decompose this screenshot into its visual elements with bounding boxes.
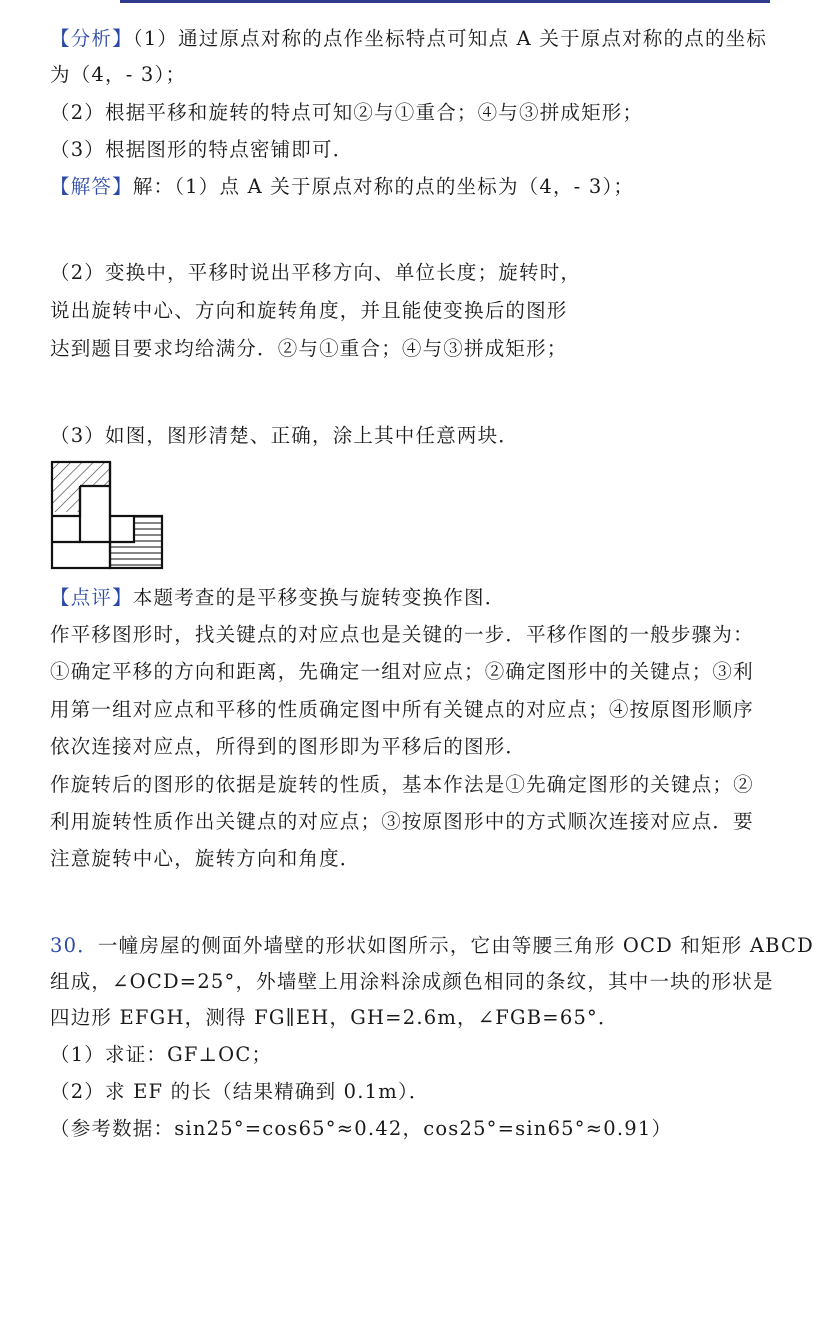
problem30-line-2: 组成，∠OCD=25°，外墙壁上用涂料涂成颜色相同的条纹，其中一块的形状是 [50,970,774,993]
problem30-question-1: （1）求证：GF⊥OC； [50,1043,273,1066]
solution-part2-line-1: （2）变换中，平移时说出平移方向、单位长度；旋转时， [50,261,582,284]
problem30-line-1: 30．一幢房屋的侧面外墙壁的形状如图所示，它由等腰三角形 OCD 和矩形 ABCD [50,934,814,957]
tiling-figure [50,460,166,572]
analysis-line-4: （3）根据图形的特点密铺即可． [50,138,354,161]
comment-line-1: 【点评】本题考查的是平移变换与旋转变换作图． [50,586,506,609]
comment-line-7: 利用旋转性质作出关键点的对应点；③按原图形中的方式顺次连接对应点．要 [50,810,754,833]
top-rule [120,0,770,3]
comment-line-4: 用第一组对应点和平移的性质确定图中所有关键点的对应点；④按原图形顺序 [50,698,754,721]
analysis-line-3: （2）根据平移和旋转的特点可知②与①重合；④与③拼成矩形； [50,101,644,124]
analysis-line-1: 【分析】（1）通过原点对称的点作坐标特点可知点 A 关于原点对称的点的坐标 [50,27,768,50]
comment-line-5: 依次连接对应点，所得到的图形即为平移后的图形． [50,735,527,758]
solution-tag: 【解答】 [50,175,133,198]
problem-number: 30． [50,934,98,957]
problem30-line-3: 四边形 EFGH，测得 FG∥EH，GH=2.6m，∠FGB=65°． [50,1006,619,1029]
comment-line-2: 作平移图形时，找关键点的对应点也是关键的一步．平移作图的一般步骤为： [50,623,754,646]
comment-line-6: 作旋转后的图形的依据是旋转的性质，基本作法是①先确定图形的关键点；② [50,773,754,796]
comment-tag: 【点评】 [50,586,133,609]
problem30-reference-data: （参考数据：sin25°=cos65°≈0.42，cos25°=sin65°≈0.91） [50,1117,673,1140]
hatched-piece-horizontal [110,542,162,568]
comment-line-8: 注意旋转中心，旋转方向和角度． [50,847,361,870]
solution-part2-line-3: 达到题目要求均给满分．②与①重合；④与③拼成矩形； [50,337,568,360]
solution-line-1: 【解答】解：（1）点 A 关于原点对称的点的坐标为（4，- 3）； [50,175,635,198]
problem30-question-2: （2）求 EF 的长（结果精确到 0.1m）． [50,1080,430,1103]
analysis-line-2: 为（4，- 3）； [50,63,187,86]
analysis-tag: 【分析】 [50,27,133,50]
comment-line-3: ①确定平移的方向和距离，先确定一组对应点；②确定图形中的关键点；③利 [50,660,754,683]
solution-part2-line-2: 说出旋转中心、方向和旋转角度，并且能使变换后的图形 [50,299,568,322]
solution-part3-line: （3）如图，图形清楚、正确，涂上其中任意两块． [50,424,520,447]
